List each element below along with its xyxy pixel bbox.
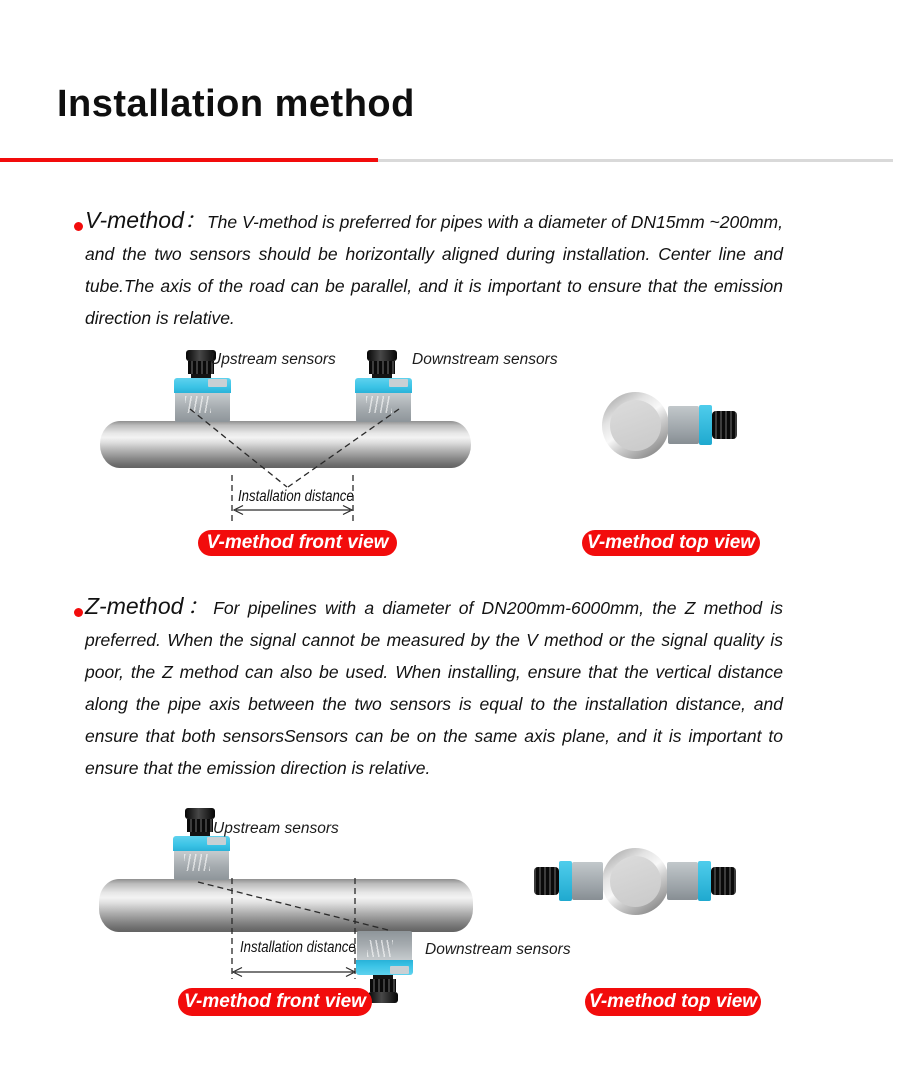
sensor-body <box>357 931 412 960</box>
v-method-heading: V-method： <box>85 207 207 233</box>
cable-gland-icon <box>534 867 559 895</box>
z-method-body-text: For pipelines with a diameter of DN200mm-6000mm, the Z method is preferred. When the signal cannot be measured by the V method or the signal quality is poor, the Z method can also be used. When installing, ensure that the vertical distance along the pipe axis between the two sensors is equal to the installation distance, and ensure that both sensorsSensors can be on the same axis plane, and it is important to ensure that the emission direction is relative. <box>85 598 783 778</box>
arrowhead-left-v <box>234 506 243 515</box>
sensor-body <box>356 393 411 422</box>
page-title: Installation method <box>57 83 415 125</box>
cable-gland-icon <box>366 350 398 380</box>
upstream-sensors-label-z: Upstream sensors <box>213 820 339 837</box>
z-method-bullet-icon <box>74 608 83 617</box>
z-method-heading: Z-method： <box>85 593 214 619</box>
sensor-cyan-cap <box>173 836 230 851</box>
sensor-body <box>668 406 699 444</box>
arrowhead-right-z <box>346 968 355 977</box>
top-view-badge-v: V-method top view <box>582 530 760 556</box>
front-view-badge-z: V-method front view <box>178 988 372 1016</box>
cable-gland-icon <box>712 411 737 439</box>
installation-distance-label-v: Installation distance <box>238 488 354 505</box>
downstream-sensors-label-z: Downstream sensors <box>425 941 571 958</box>
arrowhead-left-z <box>233 968 242 977</box>
sensor-cyan-band <box>559 861 572 901</box>
downstream-sensors-label-v: Downstream sensors <box>412 351 558 368</box>
v-method-bullet-icon <box>74 222 83 231</box>
installation-distance-label-z: Installation distance <box>240 939 356 956</box>
upstream-sensor-z <box>173 808 230 880</box>
cable-gland-icon <box>711 867 736 895</box>
arrowhead-right-v <box>343 506 352 515</box>
sensor-cyan-cap <box>356 960 413 975</box>
top-view-sensor-left-z <box>534 862 603 900</box>
top-view-sensor-right-z <box>667 862 736 900</box>
pipe-front-view-v <box>100 421 471 468</box>
front-view-badge-v: V-method front view <box>198 530 397 556</box>
pipe-end-circle-v <box>602 392 669 459</box>
downstream-sensor-v <box>355 350 412 422</box>
sensor-cyan-band <box>699 405 712 445</box>
sensor-body <box>667 862 698 900</box>
cable-gland-icon <box>184 808 216 838</box>
divider-gray-segment <box>378 159 893 162</box>
sensor-cyan-cap <box>174 378 231 393</box>
pipe-front-view-z <box>99 879 473 932</box>
v-method-body-text: The V-method is preferred for pipes with a diameter of DN15mm ~200mm, and the two sensors should be horizontally aligned during installation. Center line and tube.The axis of the road can be parallel, and it is important to ensure that the emission direction is relative. <box>85 212 783 328</box>
cable-gland-icon <box>367 973 399 1003</box>
gland-ribs <box>369 361 395 374</box>
gland-ribs <box>187 819 213 832</box>
v-method-paragraph <box>85 204 783 334</box>
sensor-body <box>175 393 230 422</box>
pipe-end-circle-z <box>602 848 669 915</box>
sensor-body <box>572 862 603 900</box>
gland-ribs <box>370 979 396 992</box>
divider-accent-segment <box>0 158 378 162</box>
upstream-sensors-label-v: Upstream sensors <box>210 351 336 368</box>
sensor-body <box>174 851 229 880</box>
gland-cap <box>185 808 215 819</box>
top-view-sensor-v <box>668 406 737 444</box>
top-view-badge-z: V-method top view <box>585 988 761 1016</box>
gland-cap <box>368 992 398 1003</box>
gland-cap <box>367 350 397 361</box>
z-method-paragraph <box>85 590 783 784</box>
sensor-cyan-cap <box>355 378 412 393</box>
sensor-cyan-band <box>698 861 711 901</box>
